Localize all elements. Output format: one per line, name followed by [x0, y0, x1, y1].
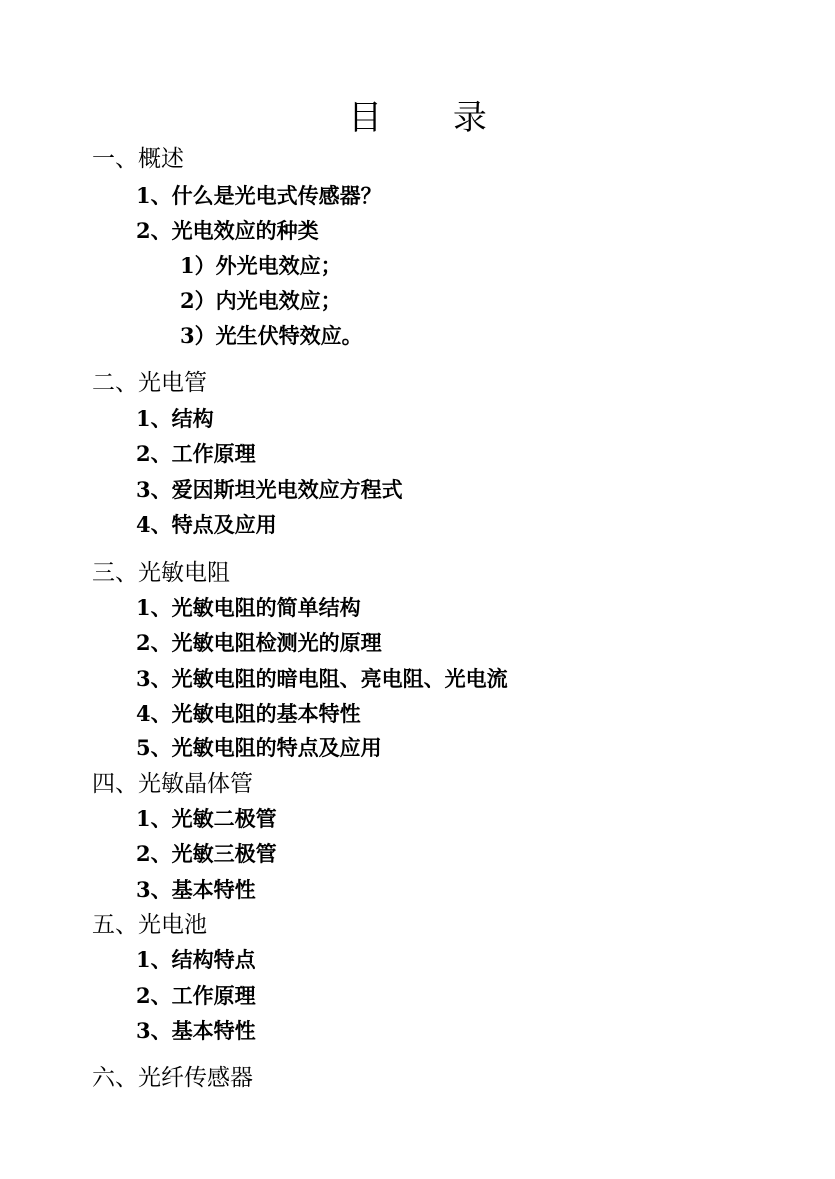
toc-subitem: 3）光生伏特效应。	[180, 323, 363, 348]
toc-item: 4、特点及应用	[136, 512, 277, 537]
toc-item: 2、光电效应的种类	[136, 218, 319, 243]
toc-item: 1、光敏二极管	[136, 806, 277, 831]
toc-item: 2、工作原理	[136, 441, 256, 466]
toc-item: 3、基本特性	[136, 877, 256, 902]
toc-item: 3、光敏电阻的暗电阻、亮电阻、光电流	[136, 666, 508, 691]
toc-section-heading: 二、光电管	[92, 370, 207, 396]
toc-subitem: 1）外光电效应；	[180, 253, 342, 278]
toc-item: 2、光敏三极管	[136, 841, 277, 866]
toc-section-heading: 三、光敏电阻	[92, 560, 230, 586]
toc-section-heading: 一、概述	[92, 146, 184, 172]
toc-item: 1、结构	[136, 406, 214, 431]
toc-subitem: 2）内光电效应；	[180, 288, 342, 313]
toc-section-heading: 四、光敏晶体管	[92, 771, 253, 797]
toc-item: 4、光敏电阻的基本特性	[136, 701, 361, 726]
toc-section-heading: 五、光电池	[92, 912, 207, 938]
toc-item: 3、爱因斯坦光电效应方程式	[136, 477, 403, 502]
toc-item: 1、结构特点	[136, 947, 256, 972]
toc-item: 1、光敏电阻的简单结构	[136, 595, 361, 620]
toc-item: 5、光敏电阻的特点及应用	[136, 735, 382, 760]
toc-item: 2、光敏电阻检测光的原理	[136, 630, 382, 655]
toc-section-heading: 六、光纤传感器	[92, 1065, 253, 1091]
toc-item: 1、什么是光电式传感器？	[136, 183, 382, 208]
toc-item: 3、基本特性	[136, 1018, 256, 1043]
page-title: 目 录	[348, 98, 517, 138]
toc-item: 2、工作原理	[136, 983, 256, 1008]
